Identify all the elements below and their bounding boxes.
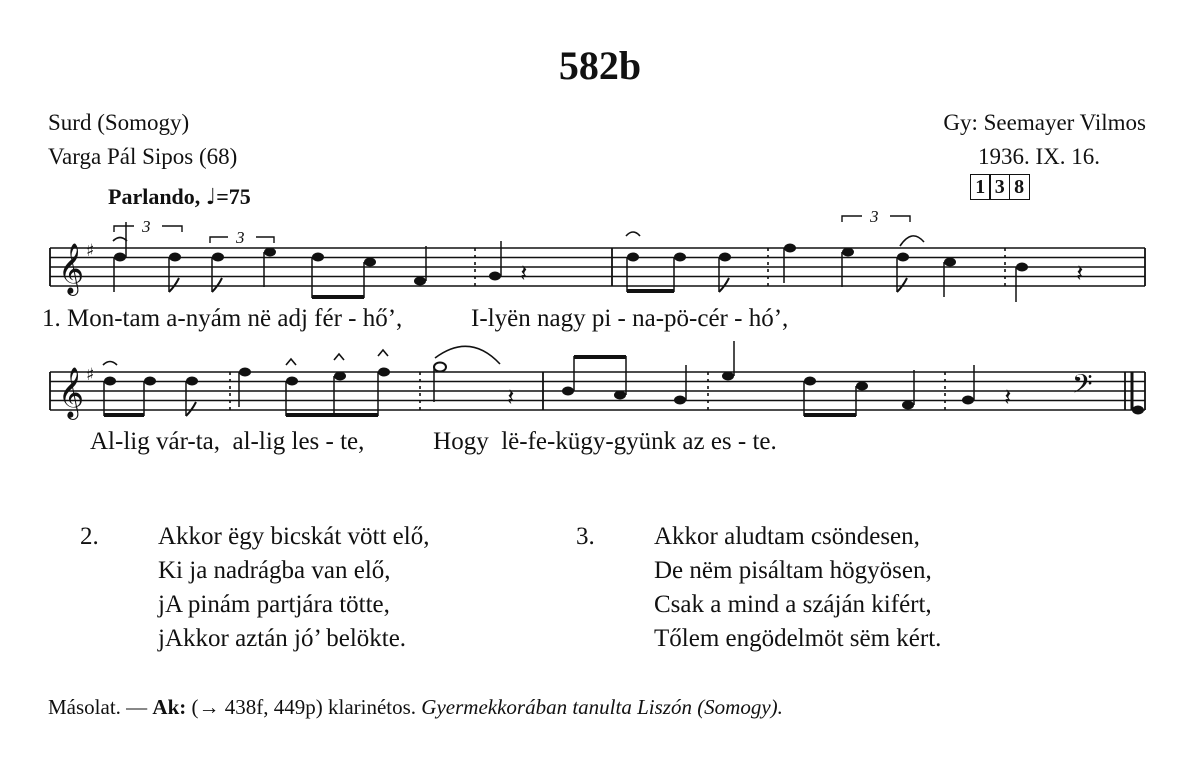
svg-text:𝄢: 𝄢 [1072,368,1093,406]
triplet-number: 3 [236,228,245,247]
svg-text:𝄽: 𝄽 [1004,383,1012,411]
stanza-number: 2. [80,523,99,550]
footnote-label: Ak: [152,695,187,719]
footnote-source: Gyermekkorában tanulta Liszón (Somogy). [421,695,783,719]
stanza-line: Tőlem engödelmöt sëm kért. [654,625,942,652]
stanza-lines [158,520,429,656]
quarter-note-icon: ♩ [205,185,217,210]
svg-text:𝄞: 𝄞 [58,243,85,294]
svg-text:𝄞: 𝄞 [58,367,85,418]
svg-text:𝄽: 𝄽 [520,259,528,287]
svg-text:𝄽: 𝄽 [1076,259,1084,287]
lyrics-line-2: Al-lig vár-ta, al-lig les - te, Hogy lë-fe-kügy-gyünk az es - te. [90,428,777,455]
triplet-number: 3 [142,217,151,236]
svg-text:♯: ♯ [86,241,95,261]
stanza-line: Akkor ëgy bicskát vött elő, [158,523,430,550]
stanza-line: jA pinám partjára tötte, [158,591,390,618]
svg-text:𝄽: 𝄽 [507,383,515,411]
stanza-number: 3. [576,523,595,550]
collector: Gy: Seemayer Vilmos [943,110,1146,135]
class-box: 8 [1009,174,1030,200]
triplet-number: 3 [870,207,879,226]
stanza-lines [654,520,941,656]
tempo-value: =75 [216,184,251,209]
collection-date: 1936. IX. 16. [977,144,1100,169]
footnote-reference: (→ 438f, 449p) klarinétos. [186,695,422,719]
stanza-line: Akkor aludtam csöndesen, [654,523,920,550]
class-box: 3 [989,174,1010,200]
footnote [48,695,783,720]
class-box: 1 [970,174,991,200]
stanza-line: jAkkor aztán jó’ belökte. [158,625,407,652]
song-number: 582b [558,43,642,88]
stanza-line: Csak a mind a száján kifért, [654,591,932,618]
tempo-text: Parlando, [108,184,201,209]
footnote-prefix: Másolat. — [48,695,153,719]
stanza-line: De nëm pisáltam högyösen, [654,557,932,584]
stanza-line: Ki ja nadrágba van elő, [158,557,391,584]
svg-text:♯: ♯ [86,365,95,385]
lyrics-line-1: 1. Mon-tam a-nyám në adj fér - hő’, I-lyën nagy pi - na-pö-cér - hó’, [42,305,789,332]
place: Surd (Somogy) [48,110,190,135]
performer: Varga Pál Sipos (68) [48,144,238,169]
